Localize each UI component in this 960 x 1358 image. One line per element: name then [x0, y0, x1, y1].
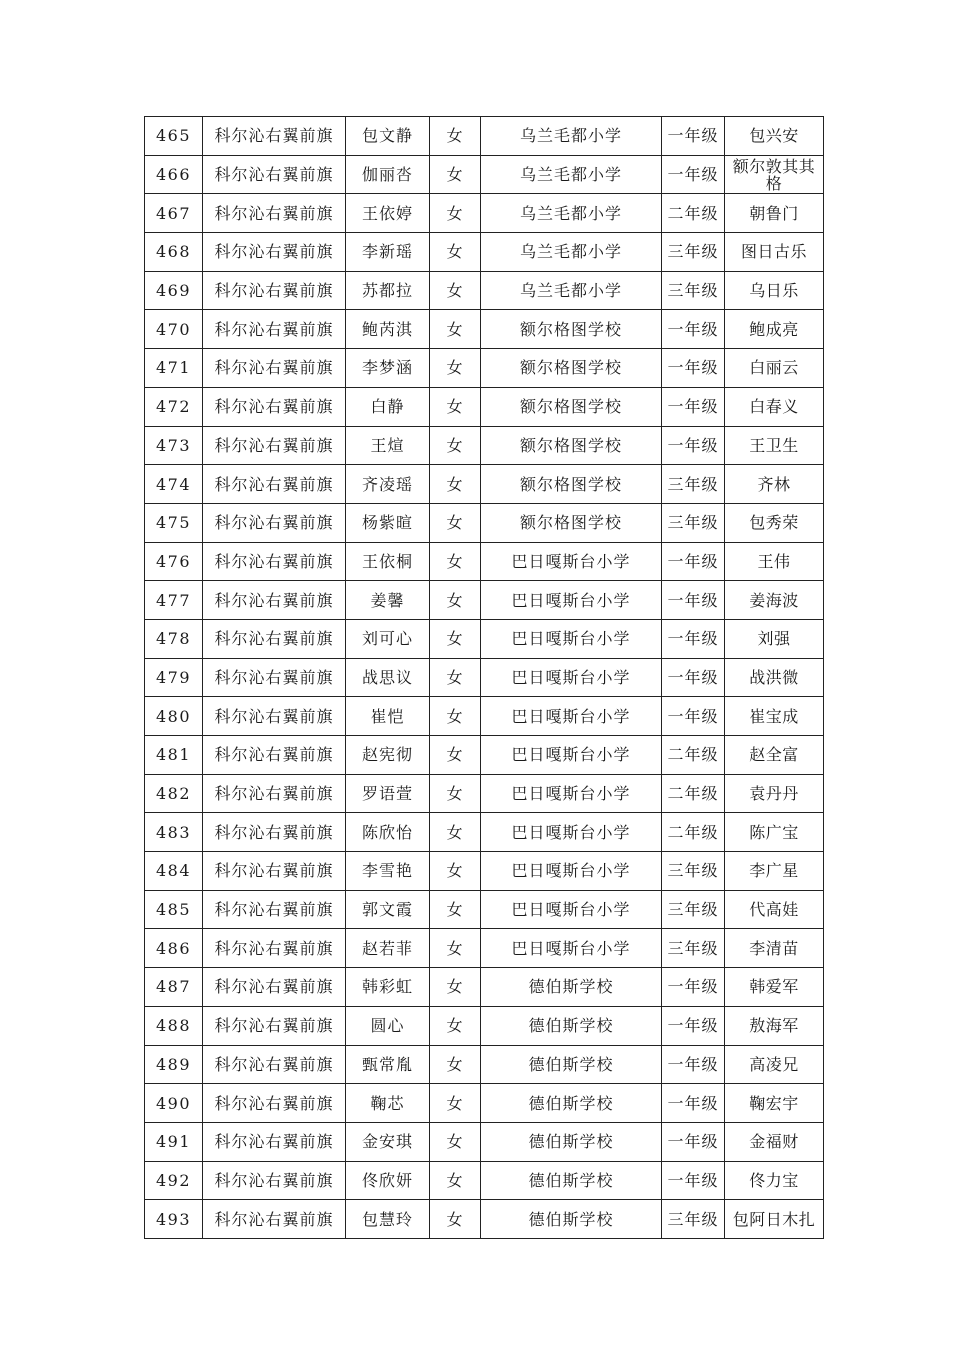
- grade-cell: 一年级: [662, 619, 725, 658]
- parent-name-cell: 李清苗: [725, 929, 824, 968]
- region-cell: 科尔沁右翼前旗: [203, 852, 346, 891]
- row-number: 482: [145, 774, 203, 813]
- gender-cell: 女: [430, 736, 481, 775]
- gender-cell: 女: [430, 658, 481, 697]
- region-cell: 科尔沁右翼前旗: [203, 542, 346, 581]
- row-number: 481: [145, 736, 203, 775]
- school-cell: 巴日嘎斯台小学: [481, 697, 662, 736]
- row-number: 480: [145, 697, 203, 736]
- region-cell: 科尔沁右翼前旗: [203, 1200, 346, 1239]
- parent-name-cell: 赵全富: [725, 736, 824, 775]
- table-row: [145, 697, 824, 736]
- grade-cell: 三年级: [662, 929, 725, 968]
- student-name-cell: 金安琪: [346, 1122, 430, 1161]
- gender-cell: 女: [430, 619, 481, 658]
- parent-name-cell: 韩爱军: [725, 968, 824, 1007]
- parent-name-cell: 鞠宏宇: [725, 1084, 824, 1123]
- row-number: 477: [145, 581, 203, 620]
- school-cell: 额尔格图学校: [481, 465, 662, 504]
- region-cell: 科尔沁右翼前旗: [203, 658, 346, 697]
- student-name-cell: 李新瑶: [346, 233, 430, 272]
- grade-cell: 二年级: [662, 736, 725, 775]
- gender-cell: 女: [430, 426, 481, 465]
- table-row: [145, 890, 824, 929]
- row-number: 491: [145, 1122, 203, 1161]
- student-name-cell: 刘可心: [346, 619, 430, 658]
- student-name-cell: 赵若菲: [346, 929, 430, 968]
- row-number: 466: [145, 155, 203, 194]
- roster-table: [144, 116, 824, 1239]
- table-row: [145, 774, 824, 813]
- grade-cell: 一年级: [662, 1045, 725, 1084]
- gender-cell: 女: [430, 155, 481, 194]
- row-number: 470: [145, 310, 203, 349]
- row-number: 490: [145, 1084, 203, 1123]
- school-cell: 乌兰毛都小学: [481, 194, 662, 233]
- student-name-cell: 齐凌瑶: [346, 465, 430, 504]
- region-cell: 科尔沁右翼前旗: [203, 310, 346, 349]
- gender-cell: 女: [430, 968, 481, 1007]
- school-cell: 巴日嘎斯台小学: [481, 736, 662, 775]
- gender-cell: 女: [430, 349, 481, 388]
- school-cell: 德伯斯学校: [481, 1200, 662, 1239]
- table-row: [145, 465, 824, 504]
- grade-cell: 一年级: [662, 542, 725, 581]
- student-name-cell: 白静: [346, 387, 430, 426]
- region-cell: 科尔沁右翼前旗: [203, 697, 346, 736]
- student-name-cell: 佟欣妍: [346, 1161, 430, 1200]
- region-cell: 科尔沁右翼前旗: [203, 1006, 346, 1045]
- row-number: 492: [145, 1161, 203, 1200]
- grade-cell: 一年级: [662, 387, 725, 426]
- parent-name-cell: 袁丹丹: [725, 774, 824, 813]
- student-name-cell: 王依婷: [346, 194, 430, 233]
- grade-cell: 一年级: [662, 581, 725, 620]
- row-number: 483: [145, 813, 203, 852]
- gender-cell: 女: [430, 929, 481, 968]
- school-cell: 巴日嘎斯台小学: [481, 774, 662, 813]
- table-row: [145, 658, 824, 697]
- row-number: 468: [145, 233, 203, 272]
- grade-cell: 二年级: [662, 774, 725, 813]
- student-name-cell: 包慧玲: [346, 1200, 430, 1239]
- region-cell: 科尔沁右翼前旗: [203, 349, 346, 388]
- grade-cell: 一年级: [662, 155, 725, 194]
- region-cell: 科尔沁右翼前旗: [203, 890, 346, 929]
- table-row: [145, 349, 824, 388]
- parent-name-cell: 白春义: [725, 387, 824, 426]
- region-cell: 科尔沁右翼前旗: [203, 465, 346, 504]
- row-number: 471: [145, 349, 203, 388]
- region-cell: 科尔沁右翼前旗: [203, 426, 346, 465]
- parent-name-cell: 战洪微: [725, 658, 824, 697]
- school-cell: 额尔格图学校: [481, 426, 662, 465]
- row-number: 485: [145, 890, 203, 929]
- gender-cell: 女: [430, 1122, 481, 1161]
- parent-name-cell: 乌日乐: [725, 271, 824, 310]
- parent-name-cell: 高凌兄: [725, 1045, 824, 1084]
- school-cell: 德伯斯学校: [481, 1084, 662, 1123]
- parent-name-cell: 鲍成亮: [725, 310, 824, 349]
- gender-cell: 女: [430, 1045, 481, 1084]
- grade-cell: 三年级: [662, 503, 725, 542]
- row-number: 469: [145, 271, 203, 310]
- row-number: 484: [145, 852, 203, 891]
- grade-cell: 三年级: [662, 890, 725, 929]
- student-name-cell: 韩彩虹: [346, 968, 430, 1007]
- gender-cell: 女: [430, 503, 481, 542]
- parent-name-cell: 刘强: [725, 619, 824, 658]
- gender-cell: 女: [430, 852, 481, 891]
- gender-cell: 女: [430, 387, 481, 426]
- row-number: 474: [145, 465, 203, 504]
- grade-cell: 三年级: [662, 1200, 725, 1239]
- parent-name-cell: 敖海军: [725, 1006, 824, 1045]
- region-cell: 科尔沁右翼前旗: [203, 736, 346, 775]
- table-row: [145, 1161, 824, 1200]
- parent-name-cell: 佟力宝: [725, 1161, 824, 1200]
- region-cell: 科尔沁右翼前旗: [203, 233, 346, 272]
- parent-name-cell: 王伟: [725, 542, 824, 581]
- row-number: 493: [145, 1200, 203, 1239]
- student-name-cell: 杨紫暄: [346, 503, 430, 542]
- grade-cell: 一年级: [662, 1006, 725, 1045]
- gender-cell: 女: [430, 117, 481, 156]
- region-cell: 科尔沁右翼前旗: [203, 503, 346, 542]
- gender-cell: 女: [430, 697, 481, 736]
- student-name-cell: 郭文霞: [346, 890, 430, 929]
- parent-name-cell: 白丽云: [725, 349, 824, 388]
- school-cell: 乌兰毛都小学: [481, 271, 662, 310]
- region-cell: 科尔沁右翼前旗: [203, 1122, 346, 1161]
- student-name-cell: 鲍芮淇: [346, 310, 430, 349]
- parent-name-cell: 姜海波: [725, 581, 824, 620]
- student-name-cell: 苏都拉: [346, 271, 430, 310]
- school-cell: 乌兰毛都小学: [481, 155, 662, 194]
- region-cell: 科尔沁右翼前旗: [203, 968, 346, 1007]
- gender-cell: 女: [430, 542, 481, 581]
- school-cell: 乌兰毛都小学: [481, 117, 662, 156]
- gender-cell: 女: [430, 774, 481, 813]
- school-cell: 德伯斯学校: [481, 1006, 662, 1045]
- school-cell: 巴日嘎斯台小学: [481, 813, 662, 852]
- table-row: [145, 1122, 824, 1161]
- grade-cell: 一年级: [662, 426, 725, 465]
- table-row: [145, 503, 824, 542]
- region-cell: 科尔沁右翼前旗: [203, 117, 346, 156]
- gender-cell: 女: [430, 1006, 481, 1045]
- table-row: [145, 310, 824, 349]
- student-name-cell: 王依桐: [346, 542, 430, 581]
- grade-cell: 一年级: [662, 117, 725, 156]
- grade-cell: 一年级: [662, 658, 725, 697]
- grade-cell: 一年级: [662, 310, 725, 349]
- region-cell: 科尔沁右翼前旗: [203, 581, 346, 620]
- region-cell: 科尔沁右翼前旗: [203, 194, 346, 233]
- school-cell: 额尔格图学校: [481, 349, 662, 388]
- student-name-cell: 罗语萱: [346, 774, 430, 813]
- school-cell: 德伯斯学校: [481, 1045, 662, 1084]
- table-row: [145, 1200, 824, 1239]
- student-name-cell: 姜馨: [346, 581, 430, 620]
- table-row: [145, 968, 824, 1007]
- row-number: 475: [145, 503, 203, 542]
- parent-name-cell: 包阿日木扎: [725, 1200, 824, 1239]
- table-row: [145, 233, 824, 272]
- grade-cell: 二年级: [662, 194, 725, 233]
- grade-cell: 一年级: [662, 1161, 725, 1200]
- table-row: [145, 1084, 824, 1123]
- student-name-cell: 王煊: [346, 426, 430, 465]
- parent-name-cell: 陈广宝: [725, 813, 824, 852]
- gender-cell: 女: [430, 1084, 481, 1123]
- region-cell: 科尔沁右翼前旗: [203, 1084, 346, 1123]
- region-cell: 科尔沁右翼前旗: [203, 813, 346, 852]
- row-number: 489: [145, 1045, 203, 1084]
- school-cell: 巴日嘎斯台小学: [481, 619, 662, 658]
- parent-name-cell: 代高娃: [725, 890, 824, 929]
- row-number: 465: [145, 117, 203, 156]
- parent-name-cell: 包秀荣: [725, 503, 824, 542]
- grade-cell: 一年级: [662, 1122, 725, 1161]
- parent-name-cell: 齐林: [725, 465, 824, 504]
- school-cell: 额尔格图学校: [481, 387, 662, 426]
- gender-cell: 女: [430, 465, 481, 504]
- table-row: [145, 581, 824, 620]
- school-cell: 德伯斯学校: [481, 1122, 662, 1161]
- school-cell: 巴日嘎斯台小学: [481, 658, 662, 697]
- grade-cell: 一年级: [662, 697, 725, 736]
- gender-cell: 女: [430, 890, 481, 929]
- row-number: 478: [145, 619, 203, 658]
- region-cell: 科尔沁右翼前旗: [203, 1161, 346, 1200]
- school-cell: 乌兰毛都小学: [481, 233, 662, 272]
- student-name-cell: 鞠芯: [346, 1084, 430, 1123]
- school-cell: 巴日嘎斯台小学: [481, 929, 662, 968]
- table-row: [145, 387, 824, 426]
- parent-name-cell: 图日古乐: [725, 233, 824, 272]
- student-name-cell: 崔恺: [346, 697, 430, 736]
- table-row: [145, 852, 824, 891]
- row-number: 488: [145, 1006, 203, 1045]
- gender-cell: 女: [430, 233, 481, 272]
- region-cell: 科尔沁右翼前旗: [203, 929, 346, 968]
- gender-cell: 女: [430, 1161, 481, 1200]
- grade-cell: 三年级: [662, 233, 725, 272]
- table-row: [145, 426, 824, 465]
- school-cell: 巴日嘎斯台小学: [481, 581, 662, 620]
- parent-name-cell: 包兴安: [725, 117, 824, 156]
- row-number: 486: [145, 929, 203, 968]
- school-cell: 巴日嘎斯台小学: [481, 890, 662, 929]
- table-row: [145, 194, 824, 233]
- gender-cell: 女: [430, 813, 481, 852]
- school-cell: 德伯斯学校: [481, 968, 662, 1007]
- parent-name-cell: 金福财: [725, 1122, 824, 1161]
- grade-cell: 三年级: [662, 271, 725, 310]
- row-number: 467: [145, 194, 203, 233]
- table-row: [145, 619, 824, 658]
- student-name-cell: 赵宪彻: [346, 736, 430, 775]
- table-row: [145, 155, 824, 194]
- row-number: 487: [145, 968, 203, 1007]
- region-cell: 科尔沁右翼前旗: [203, 1045, 346, 1084]
- table-row: [145, 1006, 824, 1045]
- student-name-cell: 圆心: [346, 1006, 430, 1045]
- parent-name-cell: 朝鲁门: [725, 194, 824, 233]
- school-cell: 巴日嘎斯台小学: [481, 852, 662, 891]
- school-cell: 德伯斯学校: [481, 1161, 662, 1200]
- region-cell: 科尔沁右翼前旗: [203, 271, 346, 310]
- row-number: 476: [145, 542, 203, 581]
- region-cell: 科尔沁右翼前旗: [203, 387, 346, 426]
- gender-cell: 女: [430, 194, 481, 233]
- student-name-cell: 包文静: [346, 117, 430, 156]
- row-number: 472: [145, 387, 203, 426]
- table-row: [145, 813, 824, 852]
- parent-name-cell: 崔宝成: [725, 697, 824, 736]
- student-name-cell: 李梦涵: [346, 349, 430, 388]
- table-row: [145, 736, 824, 775]
- table-row: [145, 542, 824, 581]
- grade-cell: 二年级: [662, 813, 725, 852]
- grade-cell: 三年级: [662, 465, 725, 504]
- region-cell: 科尔沁右翼前旗: [203, 774, 346, 813]
- school-cell: 额尔格图学校: [481, 503, 662, 542]
- grade-cell: 一年级: [662, 1084, 725, 1123]
- gender-cell: 女: [430, 581, 481, 620]
- roster-body: [145, 117, 824, 1239]
- grade-cell: 一年级: [662, 968, 725, 1007]
- student-name-cell: 陈欣怡: [346, 813, 430, 852]
- student-name-cell: 李雪艳: [346, 852, 430, 891]
- school-cell: 额尔格图学校: [481, 310, 662, 349]
- gender-cell: 女: [430, 310, 481, 349]
- table-row: [145, 271, 824, 310]
- table-row: [145, 1045, 824, 1084]
- school-cell: 巴日嘎斯台小学: [481, 542, 662, 581]
- gender-cell: 女: [430, 1200, 481, 1239]
- parent-name-cell: 李广星: [725, 852, 824, 891]
- student-name-cell: 战思议: [346, 658, 430, 697]
- row-number: 473: [145, 426, 203, 465]
- student-name-cell: 伽丽呇: [346, 155, 430, 194]
- parent-name-cell: 王卫生: [725, 426, 824, 465]
- parent-name-cell: 额尔敦其其格: [725, 155, 824, 194]
- student-name-cell: 甄常胤: [346, 1045, 430, 1084]
- table-row: [145, 929, 824, 968]
- region-cell: 科尔沁右翼前旗: [203, 155, 346, 194]
- gender-cell: 女: [430, 271, 481, 310]
- row-number: 479: [145, 658, 203, 697]
- grade-cell: 一年级: [662, 349, 725, 388]
- grade-cell: 三年级: [662, 852, 725, 891]
- table-row: [145, 117, 824, 156]
- region-cell: 科尔沁右翼前旗: [203, 619, 346, 658]
